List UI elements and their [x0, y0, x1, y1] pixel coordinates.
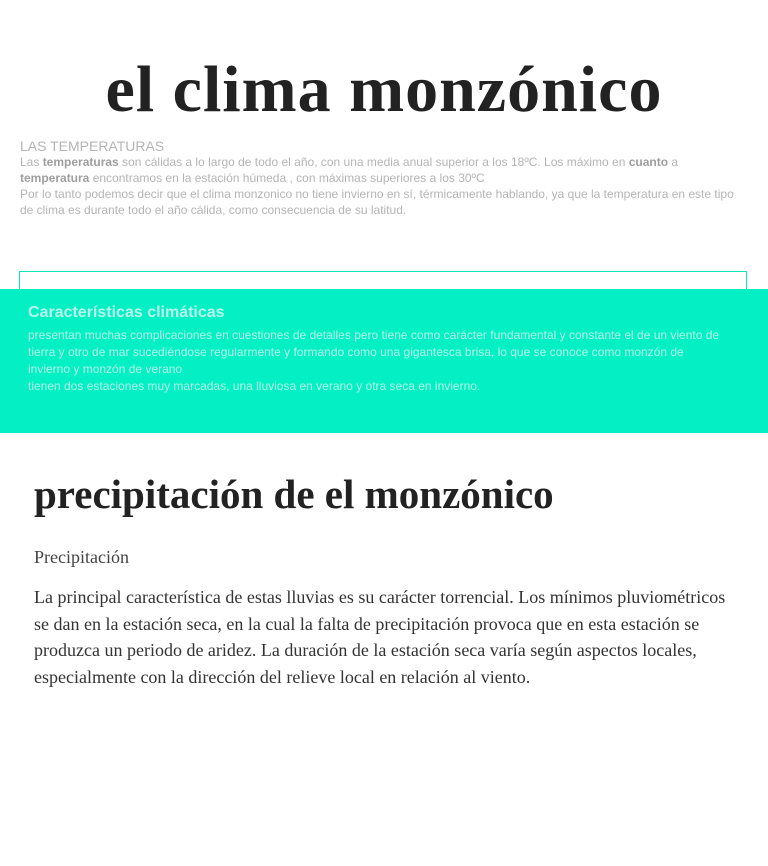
climate-paragraph-1: presentan muchas complicaciones en cuestiones de detalles pero tiene como carácter fundamental y constante el de un viento de tierra y otro de mar sucediéndose regularmente y formando como una gigantesca brisa, lo que se conoce como monzón de invierno y monzón de verano — [28, 328, 720, 376]
precipitation-body: La principal característica de estas lluvias es su carácter torrencial. Los mínimos pluviométricos se dan en la estación seca, en la cual la falta de precipitación provoca que en esta estación se produzca un periodo de aridez. La duración de la estación seca varía según aspectos locales, especialmente con la dirección del relieve local en relación al viento. — [34, 587, 726, 687]
text-run: a — [668, 155, 679, 169]
text-run: son cálidas a lo largo de todo el año, con una media anual superior a los 18ºC. Los máximo en — [118, 155, 629, 169]
climate-characteristics-band — [0, 289, 768, 433]
climate-characteristics-content — [28, 303, 728, 395]
page-title: el clima monzónico — [105, 53, 663, 126]
precipitation-subheading: Precipitación — [34, 547, 129, 567]
precipitation-heading: precipitación de el monzónico — [34, 471, 554, 517]
climate-paragraph-2: tienen dos estaciones muy marcadas, una lluviosa en verano y otra seca en invierno. — [28, 379, 481, 393]
temperatures-paragraph-1 — [20, 154, 738, 186]
precipitation-section — [34, 466, 734, 690]
text-run: Las — [20, 155, 43, 169]
temperatures-paragraph-2: Por lo tanto podemos decir que el clima monzonico no tiene invierno en sí, térmicamente hablando, ya que la temperatura en este tipo de clima es durante todo el año cálida, como consecuencia de su latitud. — [20, 187, 734, 217]
bold-run: temperatura — [20, 171, 90, 185]
temperatures-heading: LAS TEMPERATURAS — [20, 138, 165, 154]
climate-heading: Características climáticas — [28, 304, 225, 321]
bold-run: temperaturas — [42, 155, 119, 169]
text-run: encontramos en la estación húmeda , con máximas superiores a los 30ºC — [89, 171, 485, 185]
bold-run: cuanto — [628, 155, 669, 169]
temperatures-section — [20, 138, 738, 218]
